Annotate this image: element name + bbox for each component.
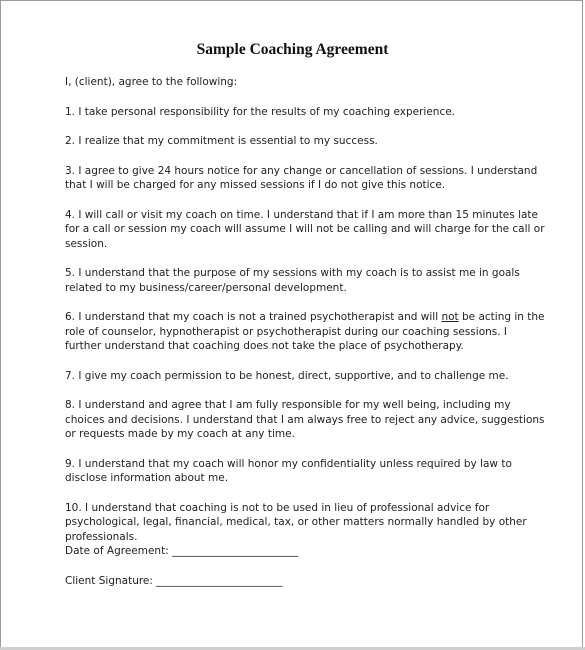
client-signature-line: Client Signature: ________________________: [65, 575, 283, 587]
item-6-text-before: 6. I understand that my coach is not a trained psychotherapist and will: [65, 311, 442, 323]
agreement-item-5: 5. I understand that the purpose of my sessions with my coach is to assist me in goals related to my business/career/personal development.: [65, 267, 520, 294]
agreement-item-3: 3. I agree to give 24 hours notice for any change or cancellation of sessions. I understand that I will be charged for any missed sessions if I do not give this notice.: [65, 164, 538, 191]
item-6-emphasis: not: [441, 311, 459, 323]
agreement-item-1: 1. I take personal responsibility for the results of my coaching experience.: [65, 105, 456, 118]
intro-line: I, (client), agree to the following:: [65, 76, 238, 88]
item-6-text-after: be acting in the role of counselor, hypnotherapist or psychotherapist during our coaching sessions. I further understand that coaching does not take the place of psychotherapy.: [65, 311, 545, 352]
agreement-body: [65, 75, 545, 559]
agreement-item-10: 10. I understand that coaching is not to be used in lieu of professional advice for psychological, legal, financial, medical, tax, or other matters normally handled by other professionals.: [65, 501, 527, 543]
agreement-item-9: 9. I understand that my coach will honor my confidentiality unless required by law to disclose information about me.: [65, 457, 512, 484]
agreement-item-7: 7. I give my coach permission to be honest, direct, supportive, and to challenge me.: [65, 369, 509, 382]
agreement-item-6: [65, 310, 545, 354]
date-of-agreement-line: Date of Agreement: ________________________: [65, 545, 299, 557]
agreement-item-4: 4. I will call or visit my coach on time. I understand that if I am more than 15 minutes late for a call or session my coach will assume I will not be calling and will charge for the call or session.: [65, 208, 545, 250]
agreement-item-8: 8. I understand and agree that I am fully responsible for my well being, including my choices and decisions. I understand that I am always free to reject any advice, suggestions or requests made by my coach at any time.: [65, 399, 545, 440]
document-title: Sample Coaching Agreement: [196, 41, 389, 58]
agreement-item-2: 2. I realize that my commitment is essential to my success.: [65, 135, 378, 147]
